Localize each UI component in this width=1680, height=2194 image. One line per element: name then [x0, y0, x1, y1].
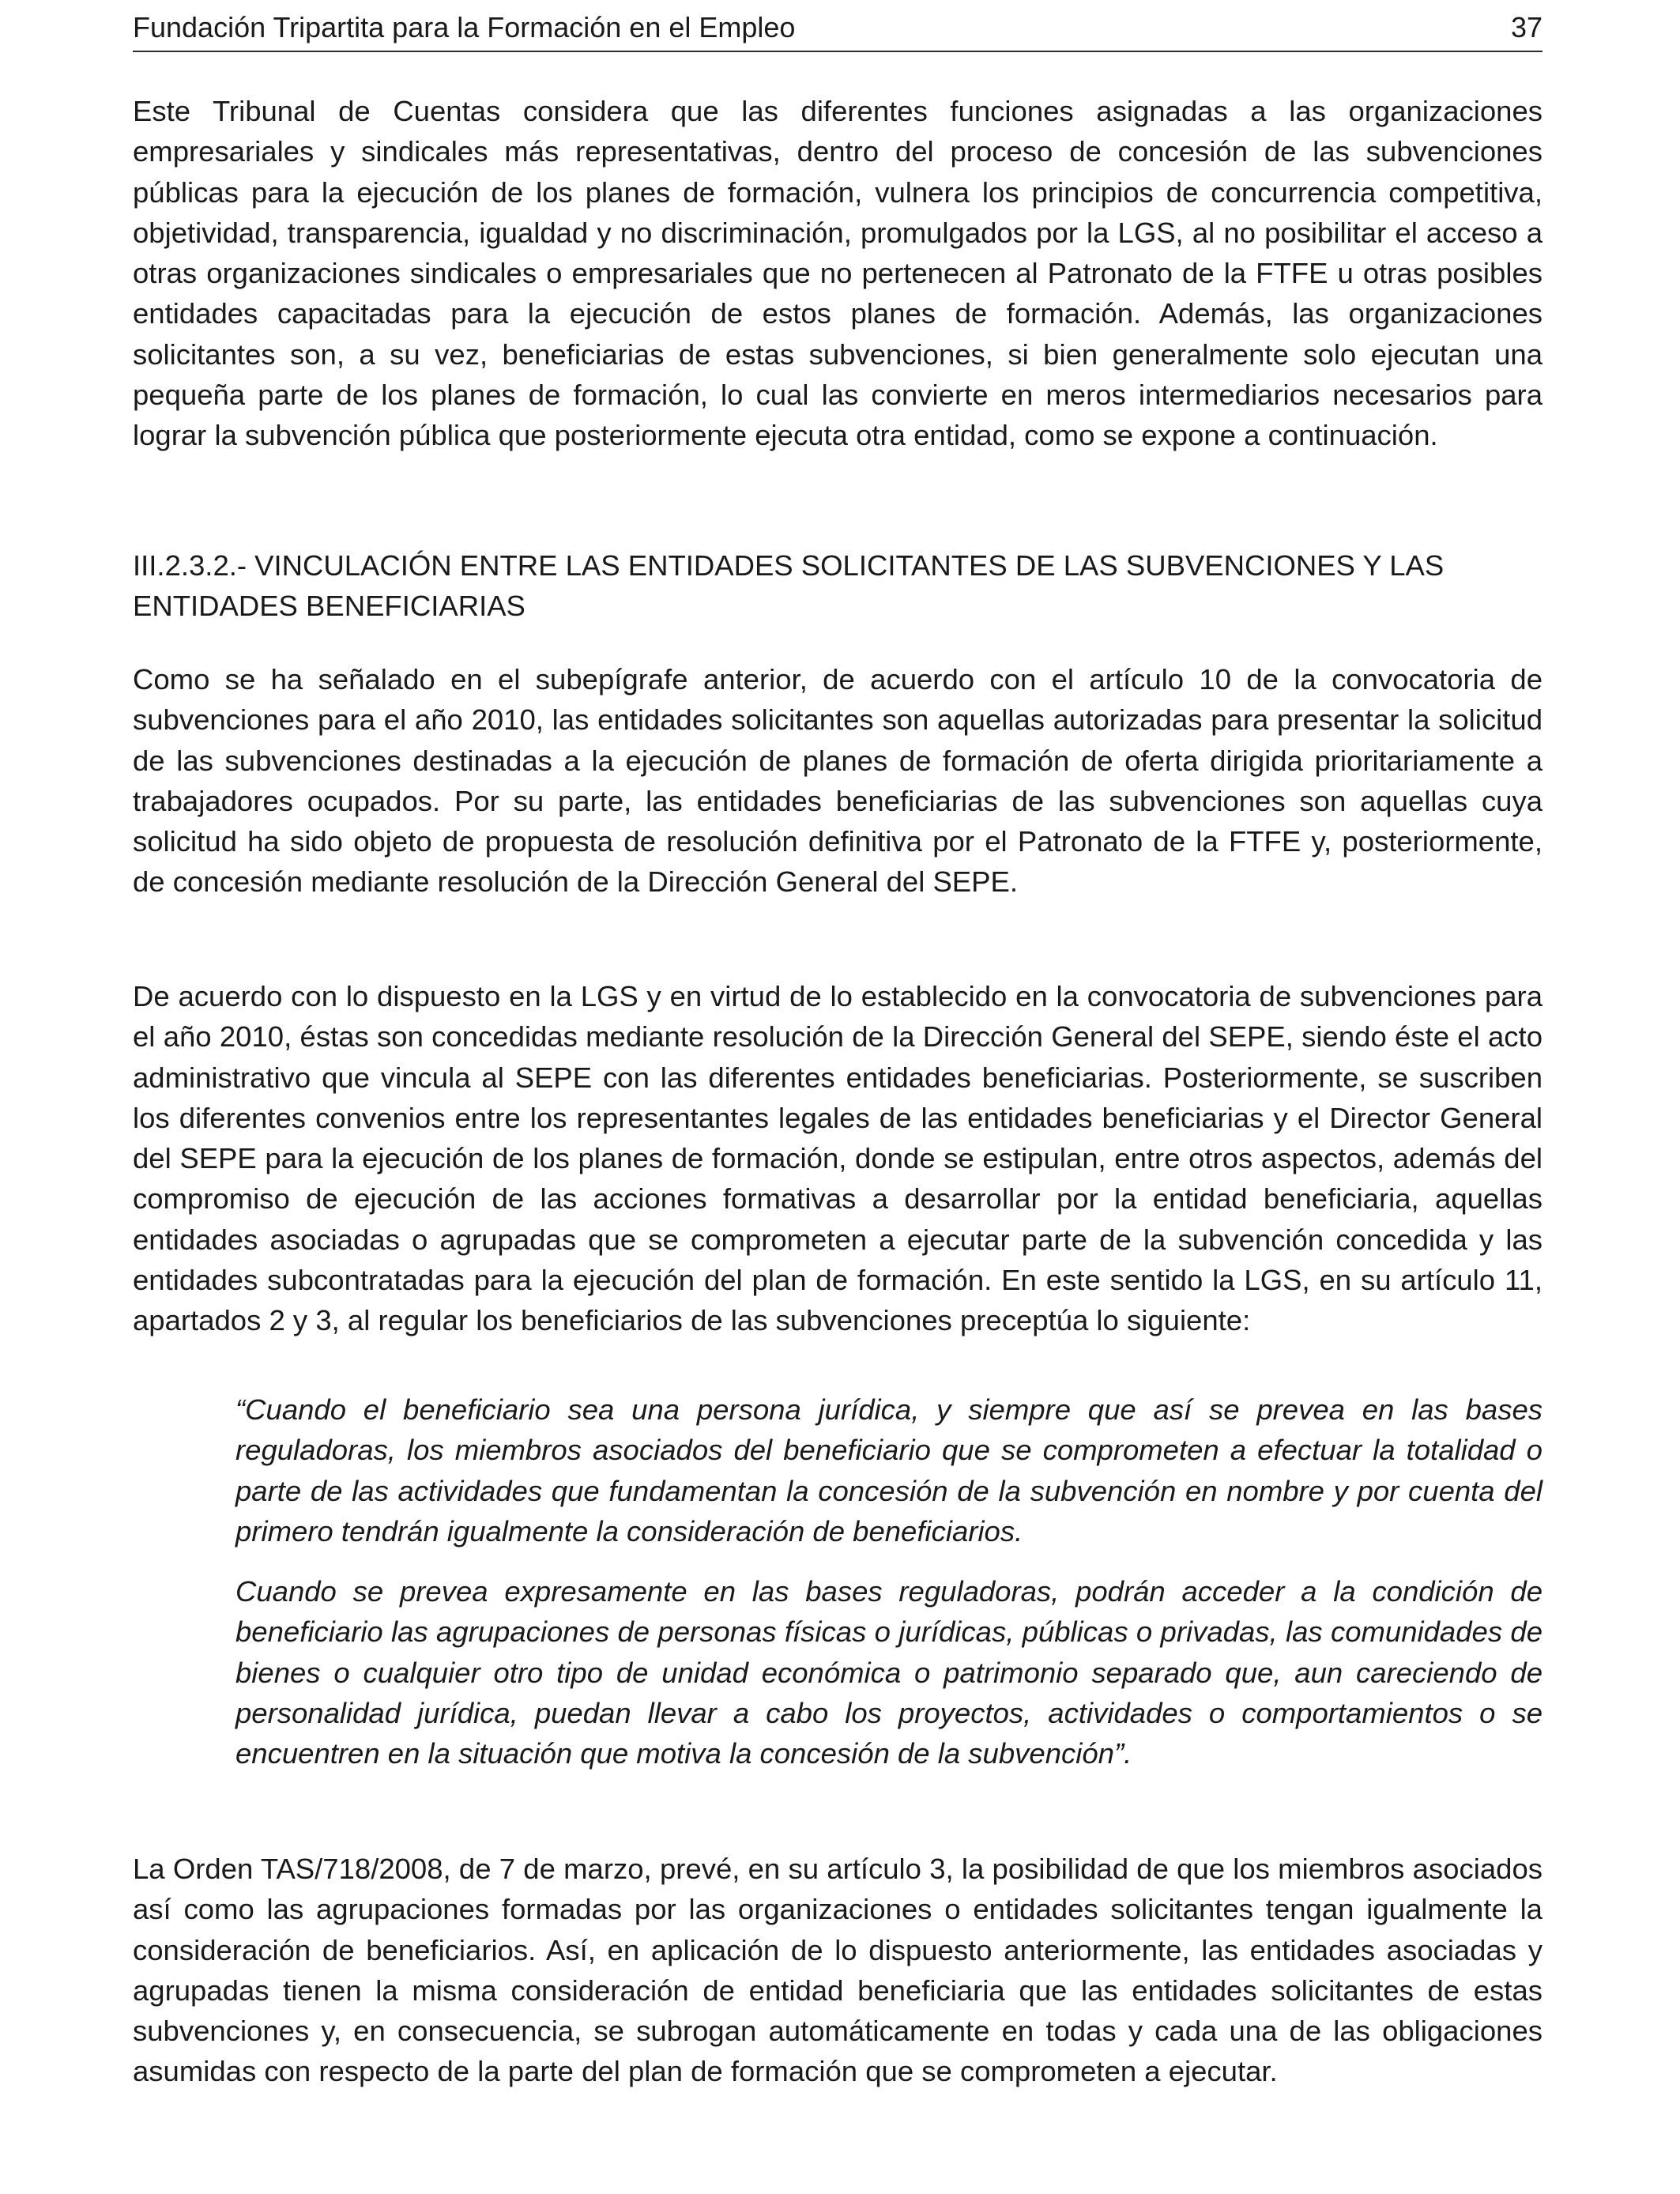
- paragraph-1: Este Tribunal de Cuentas considera que las diferentes funciones asignadas a las organizaciones empresariales y sindicales más representativas, dentro del proceso de concesión de las subvenciones públicas para la ejecución de los planes de formación, vulnera los principios de concurrencia competitiva, objetividad, transparencia, igualdad y no discriminación, promulgados por la LGS, al no posibilitar el acceso a otras organizaciones sindicales o empresariales que no pertenecen al Patronato de la FTFE u otras posibles entidades capacitadas para la ejecución de estos planes de formación. Además, las organizaciones solicitantes son, a su vez, beneficiarias de estas subvenciones, si bien generalmente solo ejecutan una pequeña parte de los planes de formación, lo cual las convierte en meros intermediarios necesarios para lograr la subvención pública que posteriormente ejecuta otra entidad, como se expone a continuación.: [133, 95, 1543, 452]
- paragraph-2: Como se ha señalado en el subepígrafe anterior, de acuerdo con el artículo 10 de la convocatoria de subvenciones para el año 2010, las entidades solicitantes son aquellas autorizadas para presentar la solicitud de las subvenciones destinadas a la ejecución de planes de formación de oferta dirigida prioritariamente a trabajadores ocupados. Por su parte, las entidades beneficiarias de las subvenciones son aquellas cuya solicitud ha sido objeto de propuesta de resolución definitiva por el Patronato de la FTFE y, posteriormente, de concesión mediante resolución de la Dirección General del SEPE.: [133, 663, 1543, 899]
- quote-1: “Cuando el beneficiario sea una persona jurídica, y siempre que así se prevea en las bases reguladoras, los miembros asociados del beneficiario que se comprometen a efectuar la totalidad o parte de las actividades que fundamentan la concesión de la subvención en nombre y por cuenta del primero tendrán igualmente la consideración de beneficiarios.: [235, 1393, 1543, 1547]
- header-title: Fundación Tripartita para la Formación en el Empleo: [133, 11, 796, 43]
- paragraph-4: La Orden TAS/718/2008, de 7 de marzo, prevé, en su artículo 3, la posibilidad de que los miembros asociados así como las agrupaciones formadas por las organizaciones o entidades solicitantes tengan igualmente la consideración de beneficiarios. Así, en aplicación de lo dispuesto anteriormente, las entidades asociadas y agrupadas tienen la misma consideración de entidad beneficiaria que las entidades solicitantes de estas subvenciones y, en consecuencia, se subrogan automáticamente en todas y cada una de las obligaciones asumidas con respecto de la parte del plan de formación que se comprometen a ejecutar.: [133, 1853, 1543, 2088]
- paragraph-3: De acuerdo con lo dispuesto en la LGS y en virtud de lo establecido en la convocatoria de subvenciones para el año 2010, éstas son concedidas mediante resolución de la Dirección General del SEPE, siendo éste el acto administrativo que vincula al SEPE con las diferentes entidades beneficiarias. Posteriormente, se suscriben los diferentes convenios entre los representantes legales de las entidades beneficiarias y el Director General del SEPE para la ejecución de los planes de formación, donde se estipulan, entre otros aspectos, además del compromiso de ejecución de las acciones formativas a desarrollar por la entidad beneficiaria, aquellas entidades asociadas o agrupadas que se comprometen a ejecutar parte de la subvención concedida y las entidades subcontratadas para la ejecución del plan de formación. En este sentido la LGS, en su artículo 11, apartados 2 y 3, al regular los beneficiarios de las subvenciones preceptúa lo siguiente:: [133, 980, 1543, 1337]
- page-header: [133, 9, 1543, 52]
- document-page: [133, 0, 1543, 2194]
- page-number: 37: [1510, 11, 1543, 43]
- section-heading: III.2.3.2.- VINCULACIÓN ENTRE LAS ENTIDADES SOLICITANTES DE LAS SUBVENCIONES Y LAS ENTIDADES BENEFICIARIAS: [133, 549, 1445, 623]
- quote-2: Cuando se prevea expresamente en las bases reguladoras, podrán acceder a la condición de beneficiario las agrupaciones de personas físicas o jurídicas, públicas o privadas, las comunidades de bienes o cualquier otro tipo de unidad económica o patrimonio separado que, aun careciendo de personalidad jurídica, puedan llevar a cabo los proyectos, actividades o comportamientos o se encuentren en la situación que motiva la concesión de la subvención”.: [235, 1575, 1543, 1770]
